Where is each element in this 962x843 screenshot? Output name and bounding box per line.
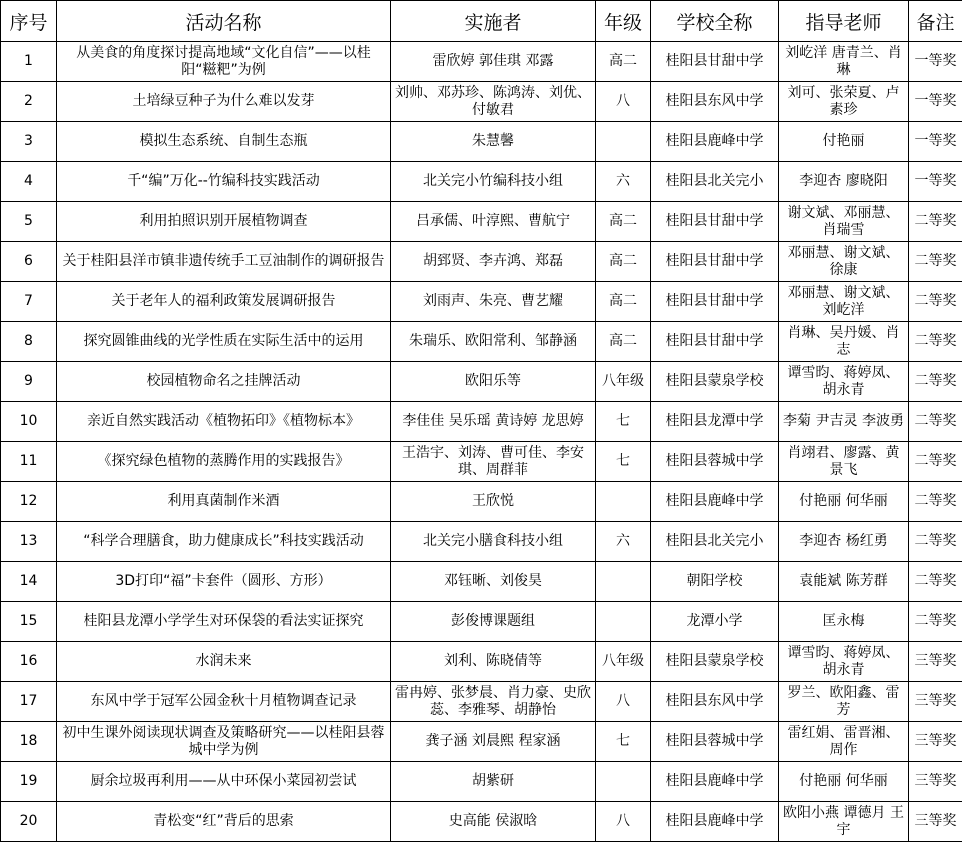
cell-implementer: 雷欣婷 郭佳琪 邓露 [391,42,596,82]
cell-implementer: 朱慧馨 [391,122,596,162]
cell-grade: 高二 [596,322,651,362]
cell-teacher: 肖琳、吴丹媛、肖志 [779,322,909,362]
cell-implementer: 雷冉婷、张梦晨、肖力豪、史欣蕊、李雅琴、胡静怡 [391,682,596,722]
cell-grade: 八 [596,682,651,722]
cell-implementer: 王浩宇、刘涛、曹可佳、李安琪、周群菲 [391,442,596,482]
cell-no: 6 [1,242,57,282]
cell-school: 桂阳县蓉城中学 [651,722,779,762]
table-row [1,362,962,402]
cell-teacher: 谭雪昀、蒋婷凤、胡永青 [779,362,909,402]
cell-remark: 二等奖 [909,282,962,322]
table-row [1,322,962,362]
cell-remark: 三等奖 [909,722,962,762]
header-cell-school: 学校全称 [651,1,779,42]
cell-teacher: 雷红娟、雷晋湘、周作 [779,722,909,762]
cell-teacher: 李迎杏 杨红勇 [779,522,909,562]
cell-remark: 二等奖 [909,482,962,522]
header-cell-grade: 年级 [596,1,651,42]
cell-implementer: 彭俊博课题组 [391,602,596,642]
cell-school: 桂阳县甘甜中学 [651,282,779,322]
cell-school: 龙潭小学 [651,602,779,642]
cell-grade: 七 [596,442,651,482]
cell-no: 8 [1,322,57,362]
cell-teacher: 刘屹洋 唐青兰、肖琳 [779,42,909,82]
cell-school: 桂阳县甘甜中学 [651,42,779,82]
cell-school: 桂阳县东风中学 [651,682,779,722]
cell-remark: 一等奖 [909,42,962,82]
cell-teacher: 付艳丽 [779,122,909,162]
cell-grade: 高二 [596,42,651,82]
cell-grade: 六 [596,162,651,202]
cell-activity-name: 《探究绿色植物的蒸腾作用的实践报告》 [57,442,391,482]
cell-grade: 七 [596,402,651,442]
cell-no: 11 [1,442,57,482]
cell-teacher: 李迎杏 廖晓阳 [779,162,909,202]
cell-no: 20 [1,802,57,842]
cell-remark: 一等奖 [909,82,962,122]
cell-activity-name: 从美食的角度探讨提高地域“文化自信”——以桂阳“糍粑”为例 [57,42,391,82]
cell-activity-name: 东风中学于冠军公园金秋十月植物调查记录 [57,682,391,722]
cell-remark: 二等奖 [909,322,962,362]
cell-no: 17 [1,682,57,722]
table-row [1,122,962,162]
cell-implementer: 刘帅、邓苏珍、陈鸿涛、刘优、付敏君 [391,82,596,122]
cell-activity-name: 青松变“红”背后的思索 [57,802,391,842]
table-row [1,42,962,82]
cell-implementer: 胡郅贤、李卉鸿、郑磊 [391,242,596,282]
cell-no: 19 [1,762,57,802]
cell-school: 桂阳县北关完小 [651,162,779,202]
table-row [1,642,962,682]
cell-no: 13 [1,522,57,562]
cell-teacher: 李菊 尹吉灵 李波勇 [779,402,909,442]
cell-grade [596,602,651,642]
cell-implementer: 欧阳乐等 [391,362,596,402]
table-row [1,762,962,802]
cell-school: 桂阳县甘甜中学 [651,242,779,282]
cell-activity-name: 土培绿豆种子为什么难以发芽 [57,82,391,122]
cell-school: 桂阳县东风中学 [651,82,779,122]
cell-remark: 二等奖 [909,402,962,442]
cell-activity-name: 桂阳县龙潭小学学生对环保袋的看法实证探究 [57,602,391,642]
cell-teacher: 邓丽慧、谢文斌、刘屹洋 [779,282,909,322]
cell-school: 桂阳县北关完小 [651,522,779,562]
cell-teacher: 付艳丽 何华丽 [779,482,909,522]
cell-grade: 六 [596,522,651,562]
table-row [1,682,962,722]
cell-activity-name: 初中生课外阅读现状调查及策略研究——以桂阳县蓉城中学为例 [57,722,391,762]
table-row [1,402,962,442]
cell-school: 桂阳县鹿峰中学 [651,482,779,522]
cell-remark: 三等奖 [909,762,962,802]
cell-no: 4 [1,162,57,202]
cell-activity-name: 关于老年人的福利政策发展调研报告 [57,282,391,322]
cell-implementer: 史高能 侯淑晗 [391,802,596,842]
cell-no: 14 [1,562,57,602]
cell-teacher: 袁能斌 陈芳群 [779,562,909,602]
cell-implementer: 王欣悦 [391,482,596,522]
cell-activity-name: 校园植物命名之挂牌活动 [57,362,391,402]
table-row [1,562,962,602]
table-row [1,282,962,322]
cell-no: 15 [1,602,57,642]
cell-implementer: 刘雨声、朱亮、曹艺耀 [391,282,596,322]
cell-activity-name: 亲近自然实践活动《植物拓印》《植物标本》 [57,402,391,442]
header-cell-activity-name: 活动名称 [57,1,391,42]
cell-school: 桂阳县甘甜中学 [651,322,779,362]
cell-school: 桂阳县蓉城中学 [651,442,779,482]
cell-implementer: 朱瑞乐、欧阳常利、邹静涵 [391,322,596,362]
cell-school: 桂阳县鹿峰中学 [651,802,779,842]
cell-no: 12 [1,482,57,522]
cell-no: 3 [1,122,57,162]
cell-remark: 二等奖 [909,522,962,562]
header-cell-remark: 备注 [909,1,962,42]
table-row [1,82,962,122]
cell-implementer: 北关完小膳食科技小组 [391,522,596,562]
cell-grade: 七 [596,722,651,762]
cell-implementer: 北关完小竹编科技小组 [391,162,596,202]
cell-remark: 三等奖 [909,802,962,842]
cell-remark: 二等奖 [909,242,962,282]
cell-remark: 三等奖 [909,642,962,682]
header-cell-implementer: 实施者 [391,1,596,42]
cell-remark: 三等奖 [909,682,962,722]
cell-school: 桂阳县鹿峰中学 [651,762,779,802]
cell-no: 1 [1,42,57,82]
table-row [1,242,962,282]
table-row [1,802,962,842]
cell-teacher: 付艳丽 何华丽 [779,762,909,802]
table-row [1,482,962,522]
cell-implementer: 龚子涵 刘晨熙 程家涵 [391,722,596,762]
cell-implementer: 李佳佳 吴乐瑶 黄诗婷 龙思婷 [391,402,596,442]
cell-activity-name: 水润未来 [57,642,391,682]
cell-school: 桂阳县甘甜中学 [651,202,779,242]
cell-remark: 一等奖 [909,122,962,162]
cell-teacher: 肖翊君、廖露、黄景飞 [779,442,909,482]
cell-teacher: 匡永梅 [779,602,909,642]
cell-teacher: 欧阳小燕 谭德月 王宇 [779,802,909,842]
cell-grade: 八年级 [596,642,651,682]
cell-remark: 二等奖 [909,442,962,482]
cell-grade [596,482,651,522]
cell-activity-name: 模拟生态系统、自制生态瓶 [57,122,391,162]
cell-remark: 二等奖 [909,562,962,602]
cell-grade [596,562,651,602]
cell-no: 18 [1,722,57,762]
cell-no: 9 [1,362,57,402]
cell-grade: 八年级 [596,362,651,402]
cell-remark: 二等奖 [909,602,962,642]
table-row [1,522,962,562]
cell-activity-name: 厨余垃圾再利用——从中环保小菜园初尝试 [57,762,391,802]
cell-teacher: 刘可、张荣夏、卢素珍 [779,82,909,122]
cell-school: 桂阳县龙潭中学 [651,402,779,442]
cell-no: 5 [1,202,57,242]
cell-implementer: 刘利、陈晓倩等 [391,642,596,682]
cell-implementer: 吕承儒、叶淳熙、曹航宁 [391,202,596,242]
cell-school: 桂阳县蒙泉学校 [651,362,779,402]
cell-teacher: 邓丽慧、谢文斌、徐康 [779,242,909,282]
cell-activity-name: 关于桂阳县洋市镇非遗传统手工豆油制作的调研报告 [57,242,391,282]
cell-teacher: 罗兰、欧阳鑫、雷芳 [779,682,909,722]
table-row [1,442,962,482]
cell-activity-name: 利用真菌制作米酒 [57,482,391,522]
cell-implementer: 邓钰晰、刘俊昊 [391,562,596,602]
cell-grade: 高二 [596,202,651,242]
cell-grade: 高二 [596,242,651,282]
cell-teacher: 谭雪昀、蒋婷凤、胡永青 [779,642,909,682]
cell-no: 2 [1,82,57,122]
cell-grade: 八 [596,802,651,842]
table-row [1,722,962,762]
cell-grade [596,122,651,162]
cell-no: 10 [1,402,57,442]
table-row [1,162,962,202]
cell-activity-name: 千“编”万化--竹编科技实践活动 [57,162,391,202]
cell-activity-name: 探究圆锥曲线的光学性质在实际生活中的运用 [57,322,391,362]
header-row [1,1,962,42]
cell-activity-name: 利用拍照识别开展植物调查 [57,202,391,242]
table-row [1,602,962,642]
cell-activity-name: 3D打印“福”卡套件（圆形、方形） [57,562,391,602]
cell-teacher: 谢文斌、邓丽慧、肖瑞雪 [779,202,909,242]
cell-implementer: 胡紫研 [391,762,596,802]
cell-no: 16 [1,642,57,682]
cell-grade: 八 [596,82,651,122]
cell-school: 桂阳县鹿峰中学 [651,122,779,162]
cell-remark: 一等奖 [909,162,962,202]
header-cell-teacher: 指导老师 [779,1,909,42]
cell-no: 7 [1,282,57,322]
table-row [1,202,962,242]
header-cell-no: 序号 [1,1,57,42]
cell-activity-name: “科学合理膳食，助力健康成长”科技实践活动 [57,522,391,562]
cell-remark: 二等奖 [909,202,962,242]
cell-grade: 高二 [596,282,651,322]
cell-school: 桂阳县蒙泉学校 [651,642,779,682]
table-body [1,42,962,842]
cell-remark: 二等奖 [909,362,962,402]
cell-school: 朝阳学校 [651,562,779,602]
cell-grade [596,762,651,802]
